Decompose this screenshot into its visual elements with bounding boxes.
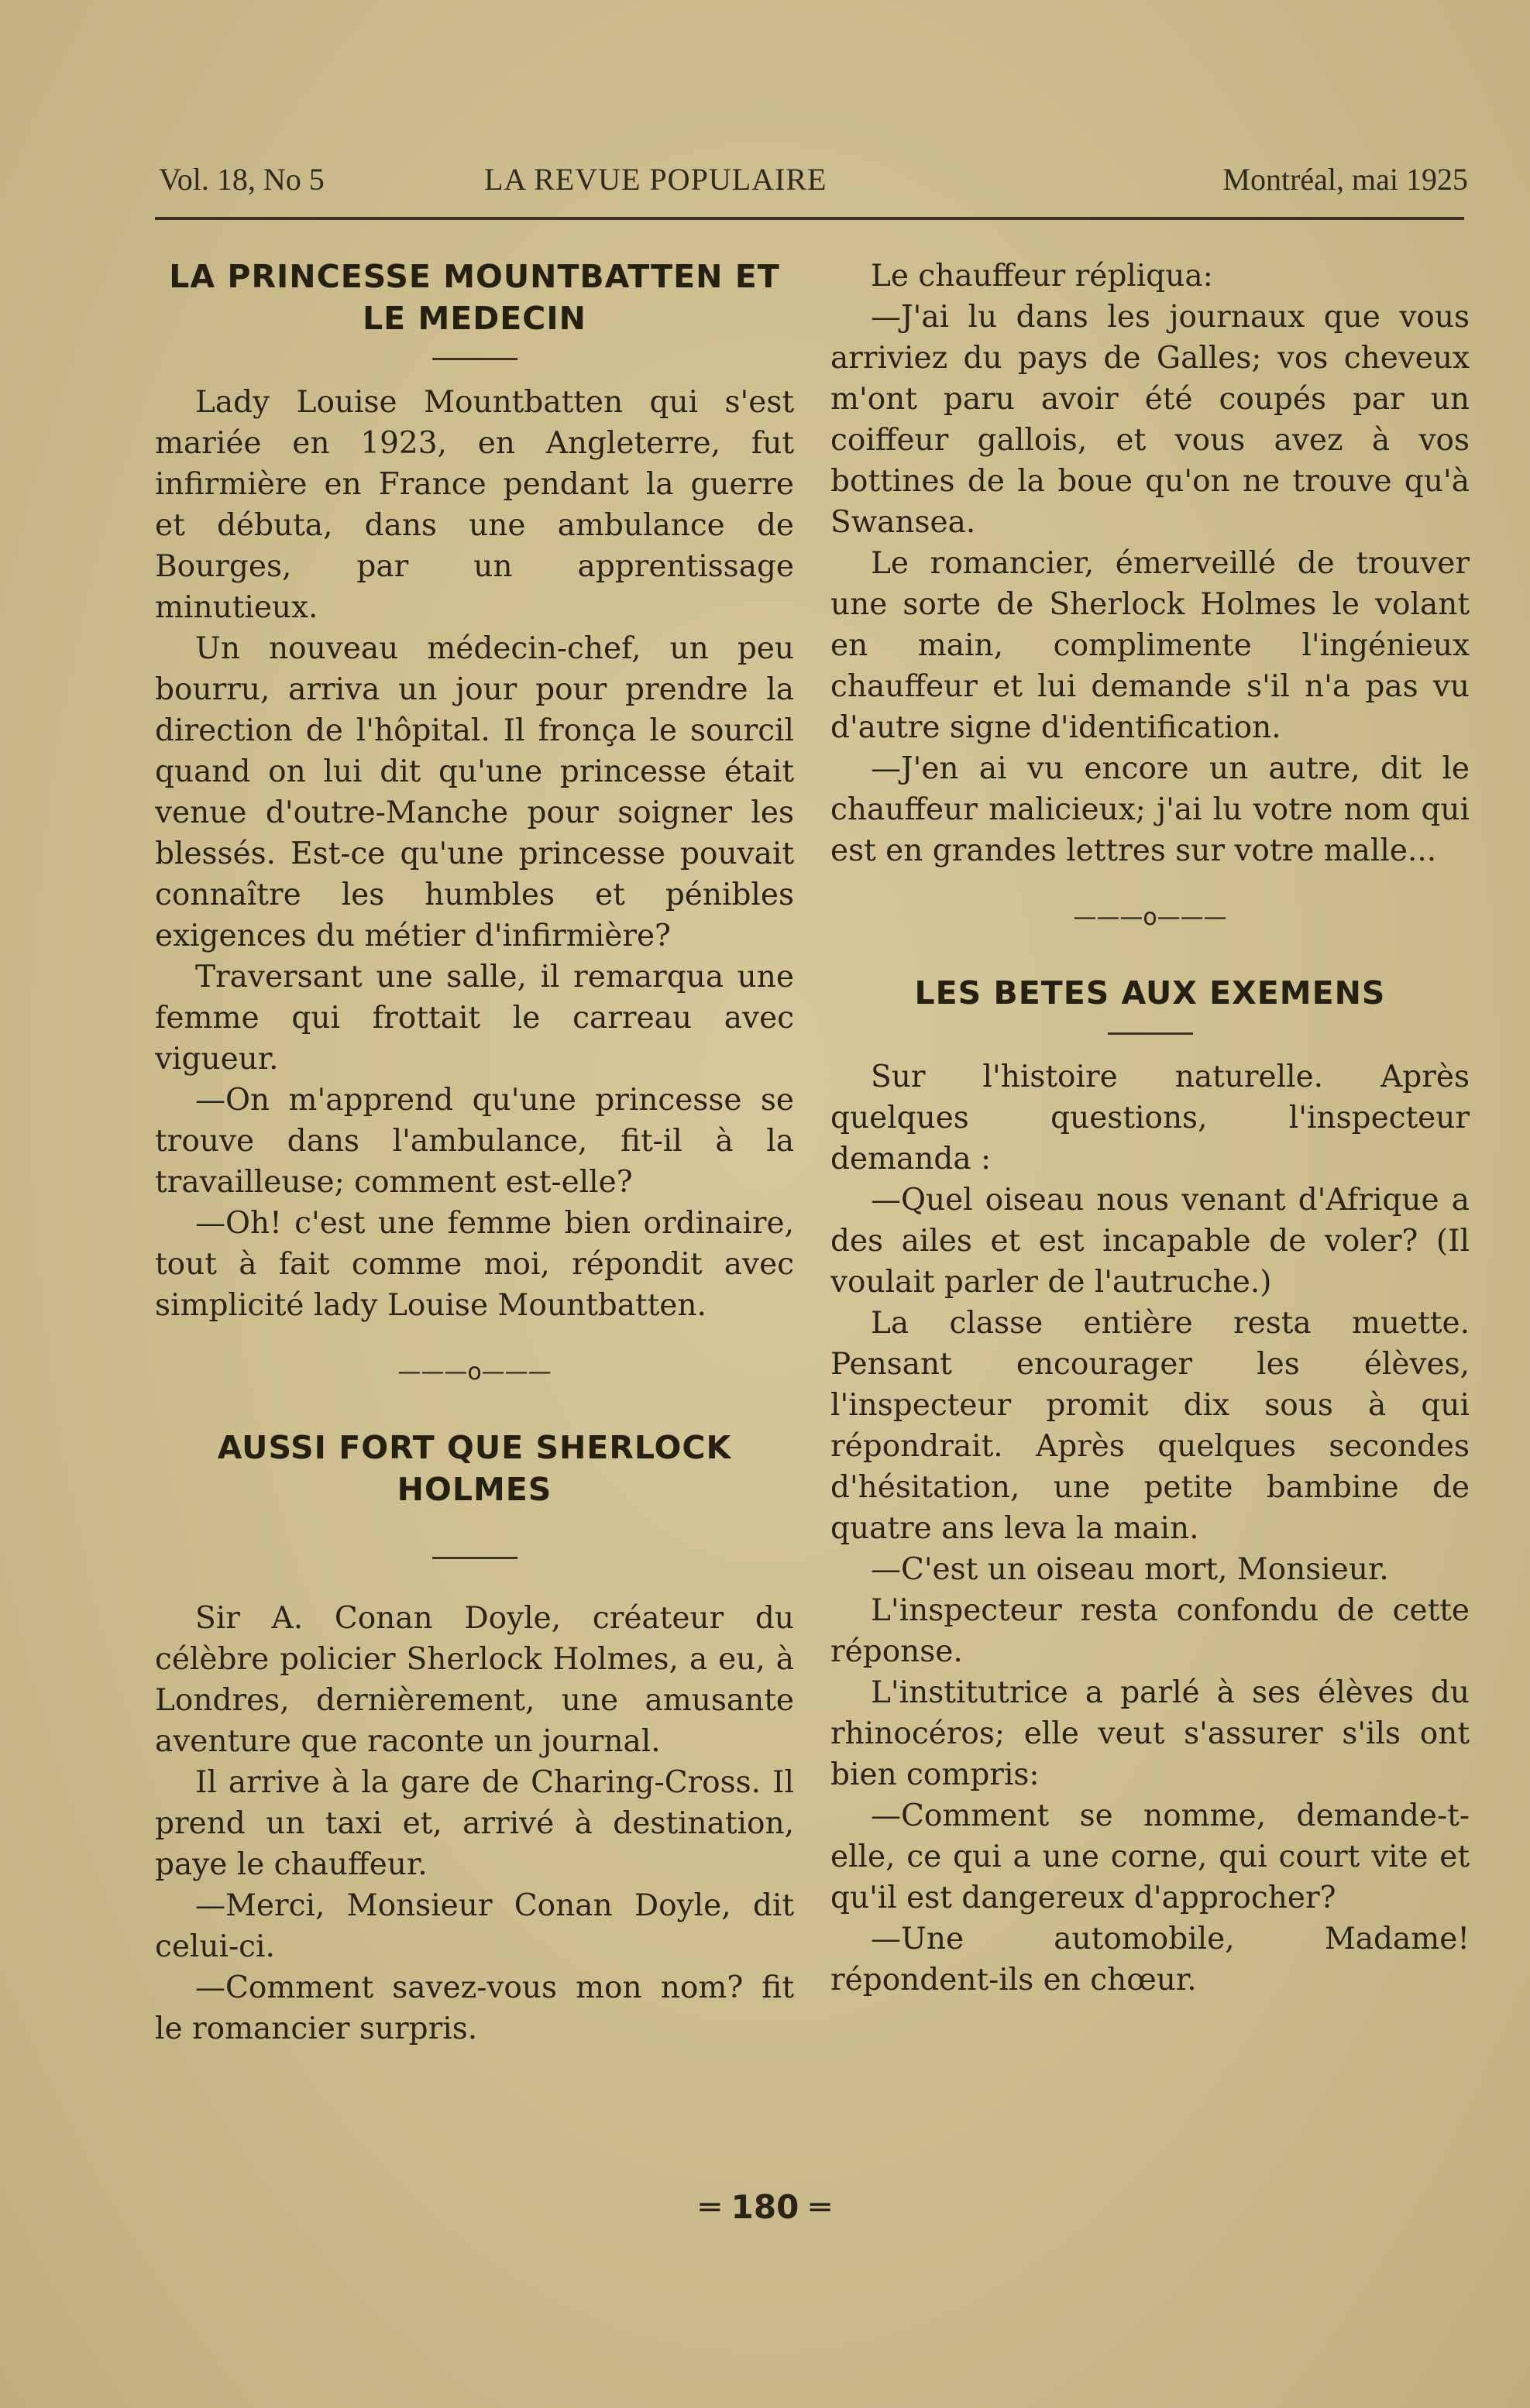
paragraph: —Merci, Monsieur Conan Doyle, dit celui-ci.: [155, 1888, 794, 1964]
paragraph: —Quel oiseau nous venant d'Afrique a des ailes et est incapable de voler? (Il voulait parler de l'autruche.): [830, 1183, 1470, 1300]
page-number: ═ 180 ═: [700, 2188, 830, 2226]
right-column: [830, 256, 1470, 2001]
article-sherlock: [155, 1427, 794, 2049]
article-princesse: [155, 256, 794, 1326]
publication-title: LA REVUE POPULAIRE: [484, 162, 827, 197]
paragraph: L'inspecteur resta confondu de cette réponse.: [830, 1593, 1470, 1669]
paragraph: Il arrive à la gare de Charing-Cross. Il prend un taxi et, arrivé à destination, paye le chauffeur.: [155, 1765, 794, 1882]
dateline: Montréal, mai 1925: [1222, 162, 1468, 197]
heading-rule: [1108, 1032, 1193, 1035]
paragraph: L'institutrice a parlé à ses élèves du rhinocéros; elle veut s'assurer s'ils ont bien compris:: [830, 1675, 1470, 1792]
section-separator: ———o———: [397, 1359, 552, 1386]
paragraph: La classe entière resta muette. Pensant encourager les élèves, l'inspecteur promit dix sous à qui répondrait. Après quelques secondes d'hésitation, une petite bambine de quatre ans leva la main.: [830, 1306, 1470, 1546]
paragraph: —On m'apprend qu'une princesse se trouve dans l'ambulance, fit-il à la travailleuse; comment est-elle?: [155, 1083, 794, 1200]
article-sherlock-continued: [830, 256, 1470, 871]
paragraph: —Une automobile, Madame! répondent-ils en chœur.: [830, 1922, 1470, 1998]
paragraph: Lady Louise Mountbatten qui s'est mariée en 1923, en Angleterre, fut infirmière en France pendant la guerre et débuta, dans une ambulance de Bourges, par un apprentissage minutieux.: [155, 385, 794, 625]
volume-number: Vol. 18, No 5: [159, 162, 325, 197]
header-rule: [155, 217, 1464, 220]
heading-rule: [432, 1557, 517, 1559]
article-heading: AUSSI FORT QUE SHERLOCK HOLMES: [217, 1429, 732, 1508]
paragraph: —Comment savez-vous mon nom? fit le romancier surpris.: [155, 1970, 794, 2046]
article-heading: LES BETES AUX EXEMENS: [914, 974, 1386, 1012]
left-column: [155, 256, 794, 2049]
paragraph: Le romancier, émerveillé de trouver une sorte de Sherlock Holmes le volant en main, complimente l'ingénieux chauffeur et lui demande s'il n'a pas vu d'autre signe d'identification.: [830, 546, 1470, 745]
paragraph: Un nouveau médecin-chef, un peu bourru, arriva un jour pour prendre la direction de l'hôpital. Il fronça le sourcil quand on lui dit qu'une princesse était venue d'outre-Manche pour soigner les blessés. Est-ce qu'une princesse pouvait connaître les humbles et pénibles exigences du métier d'infirmière?: [155, 631, 794, 953]
paragraph: Traversant une salle, il remarqua une femme qui frottait le carreau avec vigueur.: [155, 960, 794, 1077]
paragraph: Sur l'histoire naturelle. Après quelques questions, l'inspecteur demanda :: [830, 1060, 1470, 1177]
paragraph: —C'est un oiseau mort, Monsieur.: [871, 1552, 1389, 1587]
paragraph: Sir A. Conan Doyle, créateur du célèbre policier Sherlock Holmes, a eu, à Londres, dernièrement, une amusante aventure que raconte un journal.: [155, 1601, 794, 1759]
paragraph: —Comment se nomme, demande-t-elle, ce qui a une corne, qui court vite et qu'il est dangereux d'approcher?: [830, 1798, 1470, 1915]
article-heading: LA PRINCESSE MOUNTBATTEN ET LE MEDECIN: [169, 258, 780, 337]
section-separator: ———o———: [1073, 904, 1227, 931]
paragraph: —Oh! c'est une femme bien ordinaire, tout à fait comme moi, répondit avec simplicité lady Louise Mountbatten.: [155, 1206, 794, 1323]
paragraph: Le chauffeur répliqua:: [871, 259, 1213, 294]
heading-rule: [432, 358, 517, 360]
paragraph: —J'ai lu dans les journaux que vous arriviez du pays de Galles; vos cheveux m'ont paru avoir été coupés par un coiffeur gallois, et vous avez à vos bottines de la boue qu'on ne trouve qu'à Swansea.: [830, 300, 1470, 540]
article-betes: [830, 972, 1470, 2001]
paragraph: —J'en ai vu encore un autre, dit le chauffeur malicieux; j'ai lu votre nom qui est en grandes lettres sur votre malle...: [830, 751, 1470, 868]
